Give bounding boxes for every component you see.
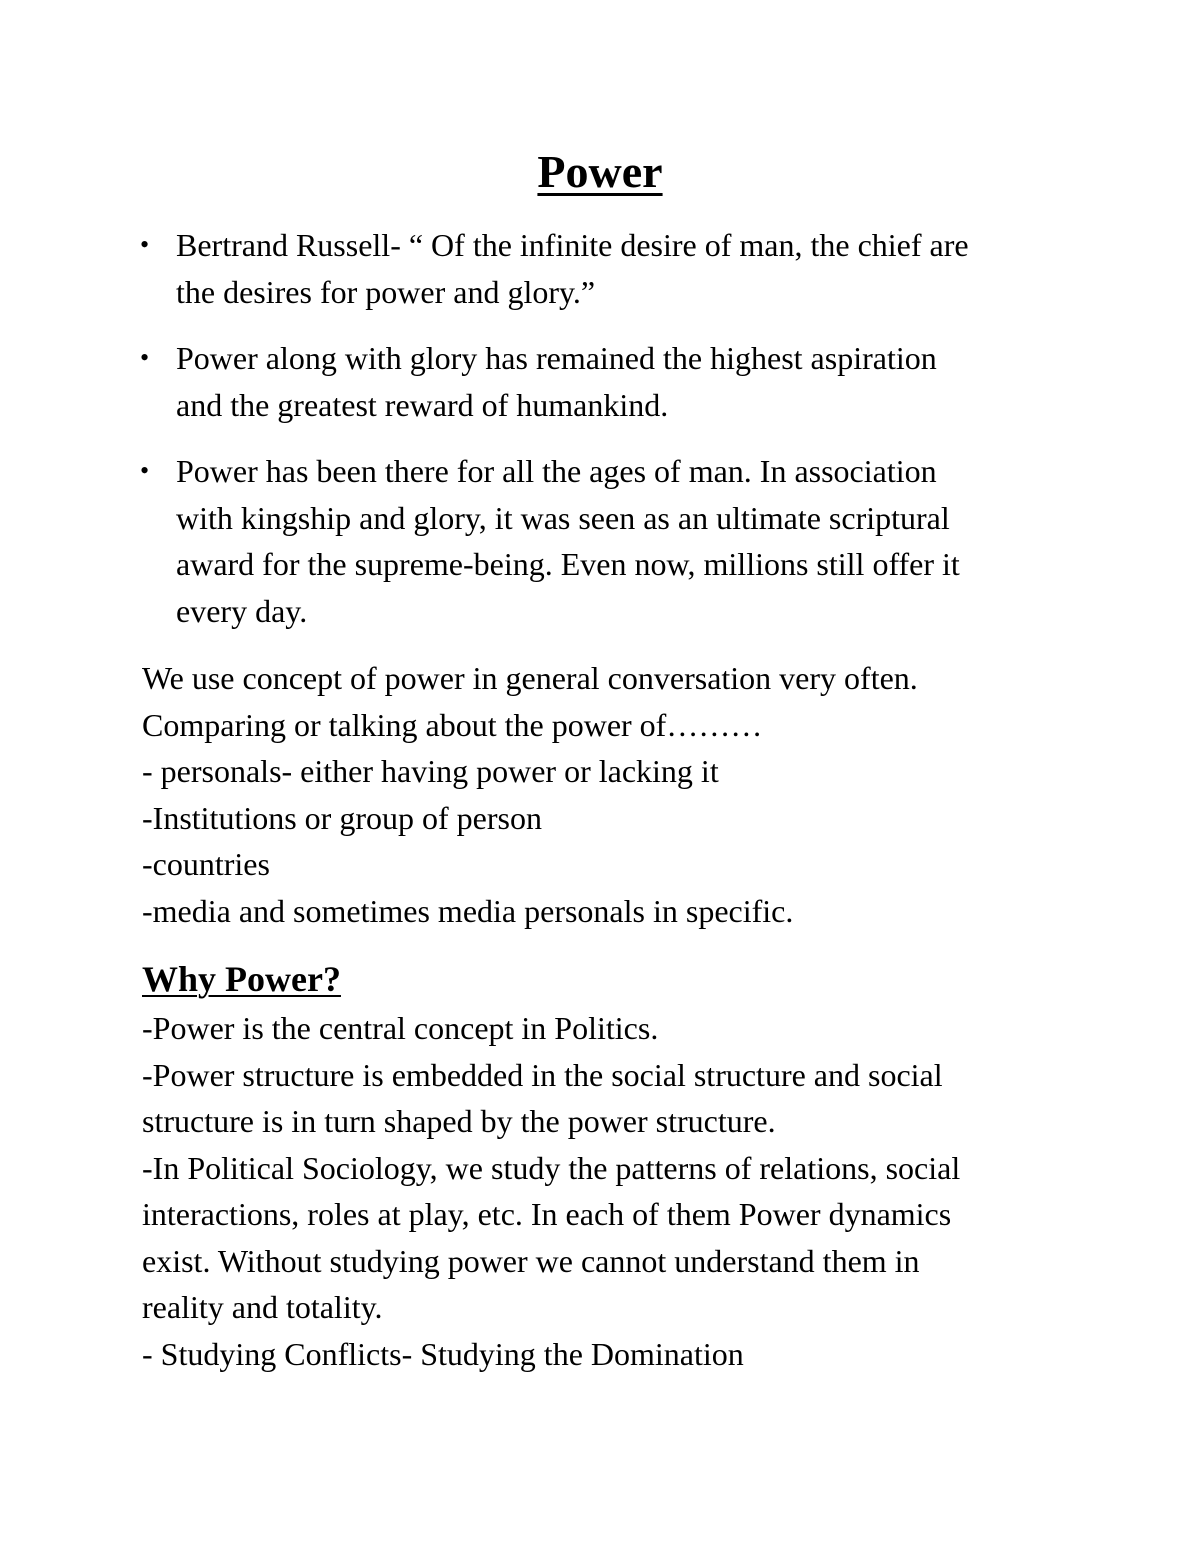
- bullet-list: [0, 222, 1200, 654]
- why-line: -Power structure is embedded in the social structure and social: [142, 1056, 943, 1093]
- why-line: structure is in turn shaped by the power structure.: [142, 1103, 776, 1139]
- bullet-line: award for the supreme-being. Even now, millions still offer it: [176, 546, 960, 582]
- concept-line: -media and sometimes media personals in specific.: [142, 892, 794, 929]
- why-line: interactions, roles at play, etc. In each of them Power dynamics: [142, 1196, 952, 1232]
- bullet-item: [0, 222, 1066, 315]
- section-heading-why-power: Why Power?: [142, 959, 341, 999]
- bullet-line: with kingship and glory, it was seen as an ultimate scriptural: [176, 499, 950, 536]
- bullet-line: and the greatest reward of humankind.: [176, 386, 669, 423]
- concept-line: -Institutions or group of person: [142, 799, 542, 836]
- why-line: exist. Without studying power we cannot understand them in: [142, 1242, 920, 1279]
- concept-paragraph: [142, 655, 1062, 934]
- page-title: Power: [537, 146, 663, 197]
- bullet-line: Power along with glory has remained the highest aspiration: [176, 340, 937, 376]
- concept-line: Comparing or talking about the power of………: [142, 706, 763, 743]
- bullet-dot-icon: •: [140, 456, 150, 485]
- bullet-dot-icon: •: [140, 230, 150, 259]
- why-line: - Studying Conflicts- Studying the Domination: [142, 1335, 744, 1372]
- why-line: reality and totality.: [142, 1289, 383, 1325]
- concept-line: - personals- either having power or lacking it: [142, 753, 719, 789]
- bullet-line: every day.: [176, 592, 308, 629]
- bullet-line: Bertrand Russell- “ Of the infinite desire of man, the chief are: [176, 227, 969, 263]
- why-power-paragraph: [142, 1005, 1062, 1377]
- bullet-item: [0, 335, 1066, 428]
- bullet-item: [0, 448, 1066, 634]
- concept-line: We use concept of power in general conversation very often.: [142, 660, 918, 696]
- why-line: -In Political Sociology, we study the patterns of relations, social: [142, 1149, 961, 1186]
- why-line: -Power is the central concept in Politics.: [142, 1010, 659, 1046]
- bullet-line: Power has been there for all the ages of man. In association: [176, 453, 937, 489]
- concept-line: -countries: [142, 846, 270, 882]
- bullet-dot-icon: •: [140, 343, 150, 372]
- bullet-line: the desires for power and glory.”: [176, 273, 596, 310]
